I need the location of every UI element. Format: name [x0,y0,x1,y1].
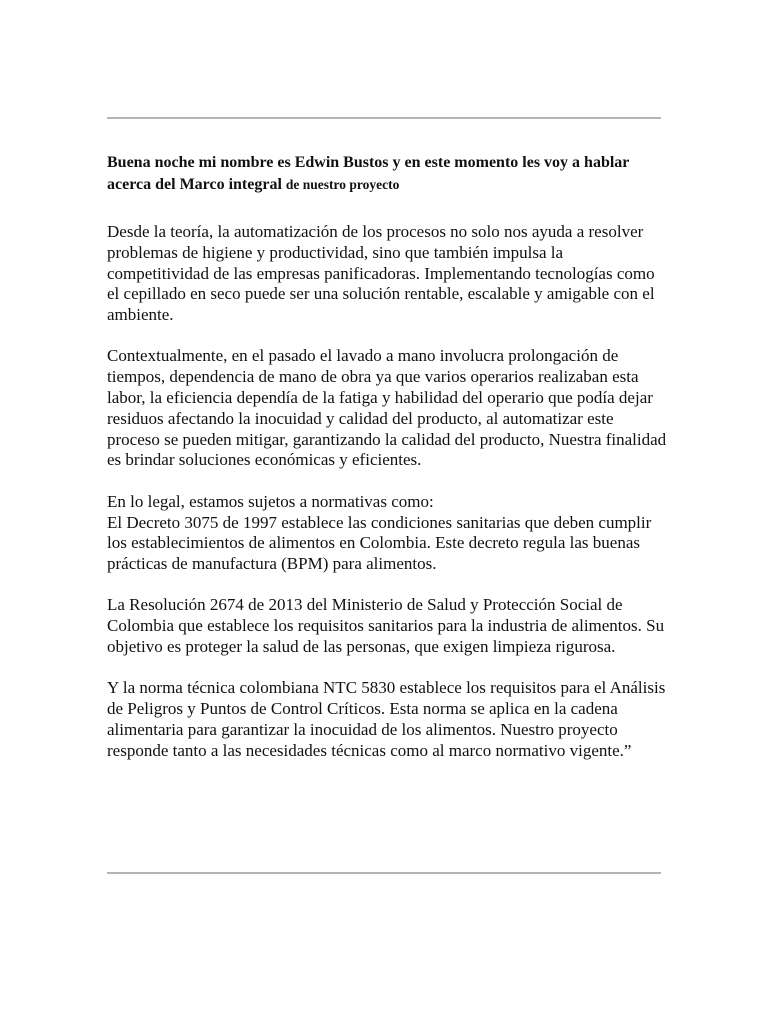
paragraph-decree: El Decreto 3075 de 1997 establece las condiciones sanitarias que deben cumplir los establecimientos de alimentos en Colombia. Este decreto regula las buenas prácticas de manufactura (BPM) para alimentos. [107,512,652,574]
intro-heading-main: Buena noche mi nombre es Edwin Bustos y en este momento les voy a hablar acerca del Marco integral [107,154,630,193]
paragraph-resolution: La Resolución 2674 de 2013 del Ministerio de Salud y Protección Social de Colombia que establece los requisitos sanitarios para la industria de alimentos. Su objetivo es proteger la salud de las personas, que exigen limpieza rigurosa. [107,595,665,657]
paragraph-theory: Desde la teoría, la automatización de los procesos no solo nos ayuda a resolver problemas de higiene y productividad, sino que también impulsa la competitividad de las empresas panificadoras. Implementando tecnologías como el cepillado en seco puede ser una solución rentable, escalable y amigable con el ambiente. [107,222,655,325]
bottom-divider [107,872,661,874]
paragraph-context: Contextualmente, en el pasado el lavado a mano involucra prolongación de tiempos, dependencia de mano de obra ya que varios operarios realizaban esta labor, la eficiencia dependía de la fatiga y habilidad del operario que podía dejar residuos afectando la inocuidad y calidad del producto, al automatizar este proceso se pueden mitigar, garantizando la calidad del producto, Nuestra finalidad es brindar soluciones económicas y eficientes. [107,346,667,470]
paragraph-legal-intro: En lo legal, estamos sujetos a normativas como: [107,491,434,511]
intro-heading [107,152,667,196]
paragraph-ntc: Y la norma técnica colombiana NTC 5830 establece los requisitos para el Análisis de Peligros y Puntos de Control Críticos. Esta norma se aplica en la cadena alimentaria para garantizar la inocuidad de los alimentos. Nuestro proyecto responde tanto a las necesidades técnicas como al marco normativo vigente.” [107,678,666,760]
intro-heading-tail: de nuestro proyecto [285,177,400,192]
top-divider [107,117,661,119]
document-body [107,152,667,762]
